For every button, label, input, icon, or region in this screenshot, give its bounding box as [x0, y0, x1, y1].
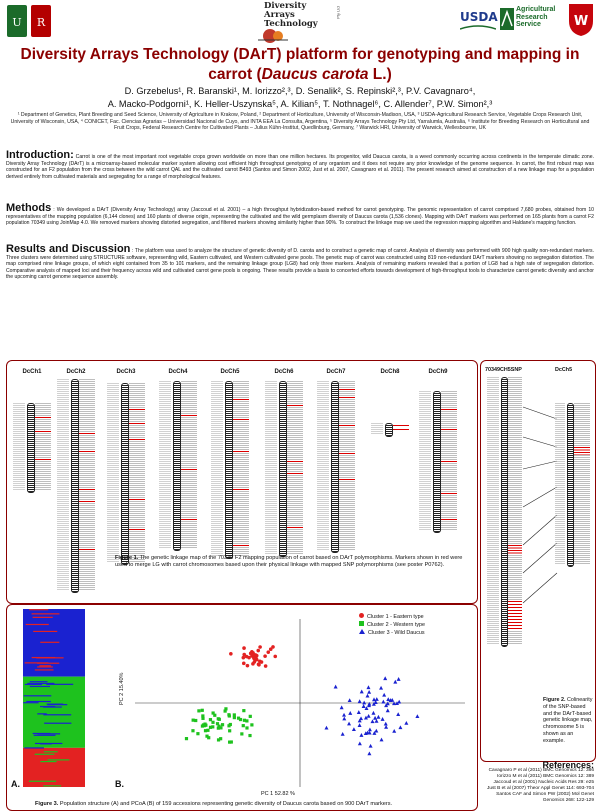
pcoa-point: [352, 727, 356, 731]
pcoa-point: [252, 653, 256, 657]
reference-item: Santos CAF and Simon PW (2002) Mol Genet Genomics 268: 122-129: [496, 792, 594, 803]
linkage-group-name: DcCh3: [116, 369, 136, 375]
figure2-caption: Figure 2. Colinearity of the SNP-based and the DArT-based genetic linkage map, chromosome 5 is shown as an example.: [543, 697, 593, 744]
pcoa-point: [397, 700, 401, 704]
pcoa-point: [209, 726, 212, 729]
pcoa-point: [415, 714, 419, 718]
pcoa-point: [367, 751, 371, 755]
reference-item: Cavagnaro P et al (2011) BMC Genomics 12: 386: [488, 768, 594, 773]
references-heading: References:: [542, 760, 594, 770]
pcoa-point: [264, 664, 268, 668]
snp-chromosome: [501, 377, 508, 647]
admixture-streak: [40, 761, 56, 762]
admixture-streak: [32, 613, 60, 614]
pcoa-point: [381, 717, 385, 721]
reference-item: Jaccoud et al (2001) Nucleic Acids Res 29: e25: [493, 780, 594, 785]
admixture-streak: [34, 735, 56, 736]
pcoa-point: [373, 716, 377, 720]
figure3-caption: Figure 3. Population structure (A) and PCoA (B) of 159 accessions representing genetic diversity of Daucus carota based on 900 DArT markers.: [35, 801, 393, 807]
pcoa-point: [233, 713, 236, 716]
admixture-streak: [40, 706, 55, 707]
methods-section: [6, 202, 594, 227]
authors-line1: D. Grzebelus¹, R. Baranski¹, M. Iorizzo²,³, D. Senalik², S. Repinski²,³, P.V. Cavagnaro⁴,: [124, 86, 476, 96]
linkage-group-name: DcCh7: [326, 369, 346, 375]
admixture-streak: [25, 684, 42, 685]
pcoa-point: [380, 738, 384, 742]
admixture-streak: [24, 747, 44, 748]
admixture-streak: [40, 743, 51, 744]
pcoa-point: [374, 729, 378, 733]
usda-logo: USDA: [460, 10, 498, 24]
admixture-streak: [26, 624, 49, 625]
pcoa-y-axis-label: PC 2 15.40%: [119, 672, 125, 705]
pcoa-point: [203, 724, 206, 727]
snp-red-markers: [508, 545, 522, 555]
pcoa-point: [393, 680, 397, 684]
admixture-streak: [24, 695, 52, 696]
pcoa-point: [379, 686, 383, 690]
pcoa-point: [245, 726, 248, 729]
pcoa-scatter: [125, 609, 475, 797]
pcoa-point: [348, 711, 352, 715]
panel-a-label: A.: [11, 779, 20, 789]
pcoa-point: [240, 732, 243, 735]
methods-text: : We developed a DArT (Diversity Array Technology) array (Jaccoud et al. 2001) – a high throughput hybridization-based method for carrot genotyping. The genomic representation of carrot comprised 7,680 probes, obtained from 10 representatives of the mapping population (6,144 clones) and 160 plants of diverse origin, representing the cultivated and the wild germplasm diversity of Daucus carota (1,536 clones). Mapping with DArT markers was performed on 165 plants from a carrot F2 population 70349 using JoinMap 4.0. We removed markers showing distorted segregation, and filtered markers showing similarity higher than 90%. To construct the linkage map we used the regression mapping algorithm and Haldane's mapping function.: [6, 207, 594, 226]
admixture-streak: [37, 666, 53, 667]
pcoa-point: [263, 654, 267, 658]
results-section: [6, 243, 594, 281]
pcoa-point: [197, 709, 200, 712]
pcoa-point: [185, 737, 188, 740]
ars-logo-text: Agricultural Research Service: [516, 6, 556, 29]
pcoa-point: [367, 714, 371, 718]
linkage-group-name: DcCh5: [220, 369, 240, 375]
admixture-streak: [35, 669, 54, 670]
uw-madison-crest: [568, 3, 594, 37]
poster-title-line1: Diversity Arrays Technology (DArT) platform for genotyping and mapping in: [20, 46, 580, 63]
pcoa-point: [342, 717, 346, 721]
dart-labels: [574, 403, 590, 565]
linkage-group-name: DcCh4: [168, 369, 188, 375]
pcoa-point: [258, 645, 262, 649]
pcoa-point: [242, 662, 246, 666]
pcoa-point: [250, 723, 253, 726]
pcoa-point: [201, 709, 204, 712]
pcoa-point: [347, 722, 351, 726]
dart-red-markers: [574, 447, 590, 455]
darts-suffix: Pty Ltd: [335, 6, 341, 19]
linkage-map-figure: [6, 360, 478, 604]
pcoa-point: [360, 690, 364, 694]
linkage-group: [13, 369, 51, 595]
linkage-group: [57, 369, 95, 595]
pcoa-point: [384, 725, 388, 729]
logo-bar: [0, 0, 600, 44]
pcoa-point: [371, 711, 375, 715]
pcoa-point: [242, 656, 246, 660]
structure-segment: [23, 677, 85, 748]
admixture-streak: [37, 733, 60, 734]
svg-text:R: R: [36, 16, 46, 29]
pcoa-point: [230, 740, 233, 743]
admixture-streak: [35, 754, 55, 755]
pcoa-point: [246, 664, 250, 668]
admixture-streak: [26, 701, 51, 702]
admixture-streak: [29, 609, 48, 610]
admixture-streak: [29, 781, 56, 782]
pcoa-point: [357, 710, 361, 714]
pcoa-point: [245, 719, 248, 722]
pcoa-point: [358, 741, 362, 745]
figure1-caption: Figure 1. The genetic linkage map of the 70349 F2 mapping population of carrot based on DArT polymorphisms. Markers shown in red were used to merge LG with carrot chromosomes based upon their physical linkage with mapped SNP polymorphisms (see poster P0762).: [115, 555, 463, 568]
admixture-streak: [27, 683, 54, 684]
pcoa-point: [253, 660, 257, 664]
references: [478, 762, 594, 804]
pcoa-point: [383, 676, 387, 680]
pcoa-point: [266, 650, 270, 654]
admixture-streak: [36, 657, 63, 658]
pcoa-point: [386, 701, 390, 705]
linkage-group-name: DcCh9: [428, 369, 448, 375]
pcoa-legend: [359, 613, 425, 637]
pcoa-point: [396, 712, 400, 716]
admixture-streak: [39, 665, 51, 666]
pcoa-point: [341, 732, 345, 736]
pcoa-point: [348, 698, 352, 702]
pcoa-point: [224, 709, 227, 712]
pcoa-point: [218, 718, 221, 721]
pcoa-point: [257, 663, 261, 667]
pcoa-point: [369, 744, 373, 748]
admixture-streak: [43, 785, 61, 786]
introduction-section: [6, 149, 594, 180]
poster-title-line2: carrot (Daucus carota L.): [208, 66, 392, 83]
pcoa-x-axis-label: PC 1 52.82 %: [261, 791, 295, 797]
methods-heading: Methods: [6, 202, 52, 214]
pcoa-point: [260, 660, 264, 664]
pcoa-point: [249, 715, 252, 718]
pcoa-point: [404, 721, 408, 725]
pcoa-point: [359, 733, 363, 737]
pcoa-point: [362, 701, 366, 705]
dart-map-label: DcCh5: [555, 367, 573, 373]
admixture-streak: [37, 663, 59, 664]
pcoa-point: [358, 699, 362, 703]
pcoa-point: [228, 729, 231, 732]
legend-item: Cluster 1 - Eastern type: [359, 613, 425, 621]
pcoa-point: [217, 738, 220, 741]
pcoa-point: [196, 732, 199, 735]
pcoa-point: [207, 736, 210, 739]
admixture-streak: [33, 617, 53, 618]
admixture-streak: [47, 704, 67, 705]
pcoa-point: [191, 729, 194, 732]
pcoa-point: [366, 685, 370, 689]
pcoa-point: [273, 655, 277, 659]
ars-icon: [500, 8, 514, 30]
admixture-streak: [30, 681, 48, 682]
pcoa-point: [376, 715, 380, 719]
pcoa-point: [256, 649, 260, 653]
colinearity-figure: [480, 360, 596, 762]
pcoa-point: [324, 726, 328, 730]
dart-chromosome: [567, 403, 574, 567]
pcoa-point: [211, 721, 214, 724]
pcoa-point: [381, 700, 385, 704]
pcoa-point: [204, 729, 207, 732]
pcoa-point: [242, 653, 246, 657]
pcoa-point: [242, 709, 245, 712]
admixture-streak: [44, 751, 58, 752]
pcoa-point: [398, 725, 402, 729]
admixture-streak: [23, 702, 38, 703]
linkage-group-name: DcCh6: [274, 369, 294, 375]
pcoa-point: [242, 724, 245, 727]
snp-red-markers: [508, 601, 522, 631]
affiliations: ¹ Department of Genetics, Plant Breeding and Seed Science, University of Agriculture in Krakow, Poland, ² Department of Horticulture, University of Wisconsin-Madison, USA, ³ USDA-Agricultural Research Service, Vegetable Crops Research Unit, University of Wisconsin, USA, ⁴ CONICET, Fac. Ciencias Agrarias – Universidad Nacional de Cuyo, and INTA EEA La Consulta, Argentina, ⁵ Diversity Arrays Technology Pty Ltd, Yarralumla, Australia, ⁶ Institute for Breeding Research on Horticultural and Fruit Crops, Federal Research Centre for Cultivated Plants – Julius Kühn-Institut, Quedlinburg, Germany, ⁷ Warwick HRI, University of Warwick, Wellesbourne, UK: [10, 112, 590, 132]
admixture-streak: [30, 686, 50, 687]
pcoa-point: [228, 714, 231, 717]
results-text: : The platform was used to analyze the structure of genetic diversity of D. carota and to construct a genetic map of carrot. Analysis of diversity was performed with 900 high quality non-redundant markers. Three clusters were determined using STRUCTURE software, representing wild, Eastern cultivated, and Western cultivated gene pools. The genetic map of carrot was constructed using 819 non-redundant DArT markers showing no segregation distortion. The map comprised nine linkage groups, of which eight contained from 35 to 101 markers, and the remaining linkage group (LG8) had only three markers. Analysis of remaining markers revealed that a portion of LG8 had a high rate of segregation distortion. Comparative analysis of mapped loci and their frequency across wild and cultivated carrot gene pools is ongoing. These results provide a basis to concerted efforts towards development of high-throughput tools to characterize carrot genetic diversity and anchor the upcoming carrot genome sequence assembly.: [6, 248, 594, 280]
results-heading: Results and Discussion: [6, 243, 131, 255]
darts-logo-text: Diversity Arrays Technology: [264, 1, 318, 29]
panel-b-label: B.: [115, 779, 124, 789]
pcoa-point: [392, 729, 396, 733]
pcoa-point: [386, 708, 390, 712]
introduction-text: Carrot is one of the most important root vegetable crops grown worldwide on more than one million hectares. Its progenitor, wild Daucus carota, is a weed commonly occurring across continents in the temperate climatic zone. Diversity Array Technology (DArT) is a microarray-based molecular marker system allowing cost efficient high throughput genotyping of any organism and it does not require any prior knowledge of the genome sequence. In carrot, the first robust map was constructed for an F2 population from the cross between the wild carrot QAL and the cultivated carrot B493 (Santos and Simon 2002, Just et al. 2007, Cavagnaro et al. 2011). The present research aimed at construction of a new linkage map for a population derived entirely from cultivated materials and segregating for a range of morphological features.: [6, 154, 594, 180]
pcoa-point: [217, 727, 220, 730]
pcoa-point: [372, 697, 376, 701]
pcoa-point: [227, 724, 230, 727]
pcoa-point: [382, 693, 386, 697]
population-figure: [6, 604, 478, 811]
snp-positions: [487, 377, 499, 645]
admixture-streak: [33, 631, 57, 632]
linkage-group-name: DcCh2: [66, 369, 86, 375]
pcoa-point: [201, 714, 204, 717]
introduction-heading: Introduction:: [6, 149, 74, 161]
linkage-group-name: DcCh1: [22, 369, 42, 375]
pcoa-point: [249, 652, 253, 656]
structure-barplot: [23, 609, 85, 787]
pcoa-point: [367, 690, 371, 694]
pcoa-point: [242, 646, 246, 650]
pcoa-point: [248, 734, 251, 737]
pcoa-point: [192, 719, 195, 722]
pcoa-point: [397, 677, 401, 681]
pcoa-point: [212, 711, 215, 714]
svg-text:U: U: [12, 16, 22, 29]
admixture-streak: [44, 723, 71, 724]
pcoa-point: [340, 705, 344, 709]
admixture-streak: [43, 714, 71, 715]
pcoa-point: [342, 713, 346, 717]
pcoa-point: [358, 723, 362, 727]
pcoa-point: [370, 719, 374, 723]
pcoa-point: [362, 704, 366, 708]
reference-item: Iorizzo M et al (2011) BMC Genomics 12: 389: [497, 774, 594, 779]
pcoa-point: [221, 723, 224, 726]
admixture-streak: [48, 759, 70, 760]
snp-map-label: 70349CH5SNP: [485, 367, 522, 373]
pcoa-point: [366, 694, 370, 698]
pcoa-point: [229, 652, 233, 656]
linkage-group-name: DcCh8: [380, 369, 400, 375]
svg-text:W: W: [573, 14, 589, 29]
pcoa-point: [368, 727, 372, 731]
authors-line2: A. Macko-Podgorni¹, K. Heller-Uszynska⁵, A. Kilian⁵, T. Nothnagel⁶, C. Allender⁷, P.W. Simon²,³: [107, 99, 493, 109]
admixture-streak: [40, 642, 59, 643]
pcoa-point: [334, 685, 338, 689]
pcoa-point: [384, 722, 388, 726]
reference-item: Just B et al (2007) Theor Appl Genet 114: 693-704: [486, 786, 594, 791]
usda-fields-icon: [460, 24, 496, 30]
legend-item: Cluster 2 - Western type: [359, 621, 425, 629]
pcoa-point: [269, 647, 273, 651]
pcoa-point: [239, 718, 242, 721]
legend-item: Cluster 3 - Wild Daucus: [359, 629, 425, 637]
dart-positions: [555, 403, 565, 565]
university-krakow-logo: [6, 4, 52, 40]
